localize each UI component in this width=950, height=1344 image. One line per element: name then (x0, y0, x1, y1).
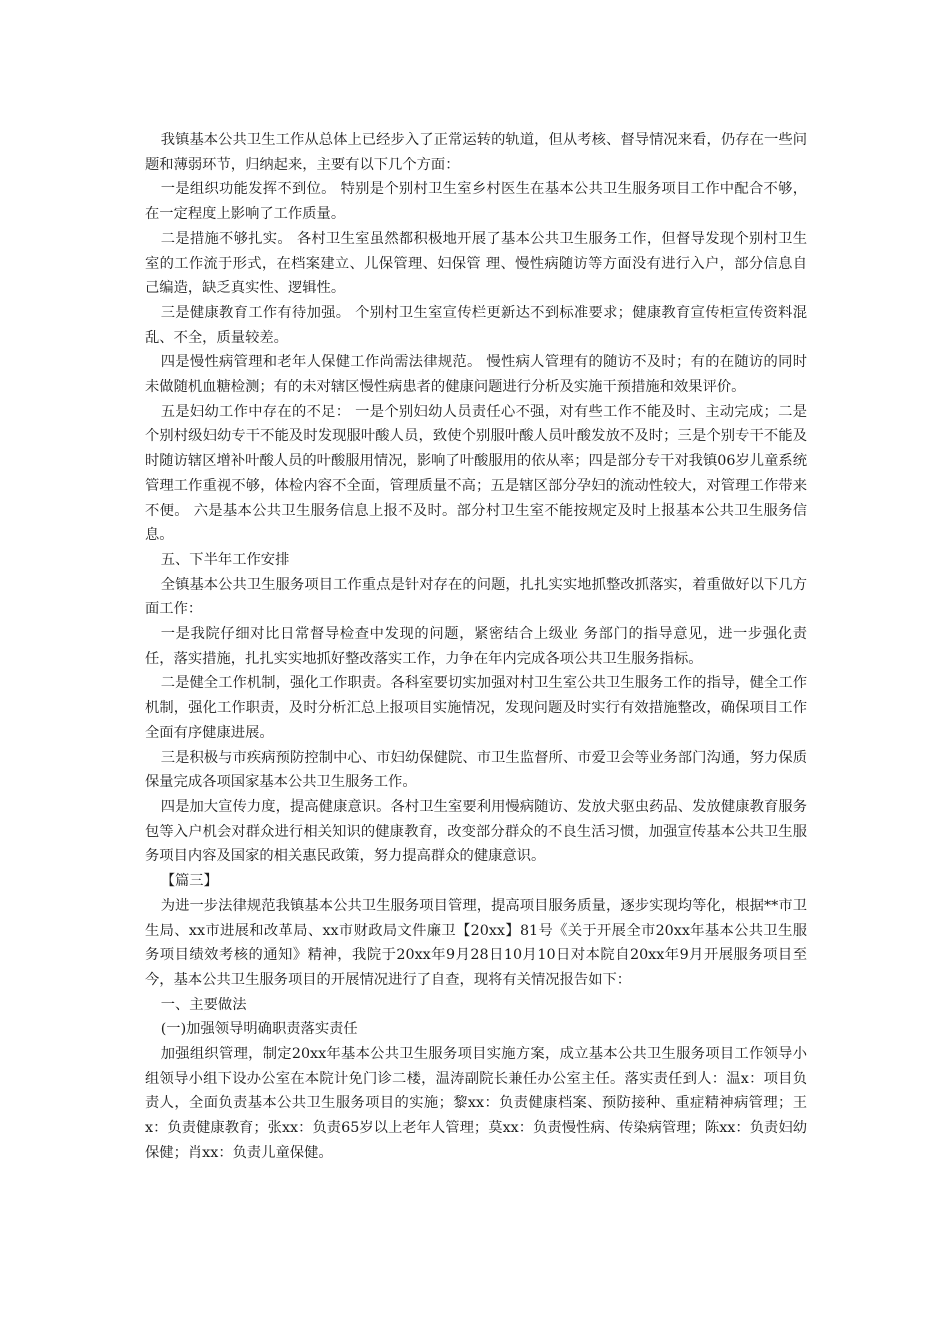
paragraph-plan-1: 一是我院仔细对比日常督导检查中发现的问题，紧密结合上级业 务部门的指导意见，进一步强化责任，落实措施，扎扎实实地抓好整改落实工作，力争在年内完成各项公共卫生服务指标。 (145, 626, 807, 667)
paragraph-issue-4: 四是慢性病管理和老年人保健工作尚需法律规范。 慢性病人管理有的随访不及时；有的在随访的同时未做随机血糖检测；有的未对辖区慢性病患者的健康问题进行分析及实施干预措施和效果评价。 (145, 354, 807, 396)
document-page (145, 128, 807, 1166)
paragraph-plan-intro: 全镇基本公共卫生服务项目工作重点是针对存在的问题，扎扎实实地抓整改抓落实，着重做好以下几方面工作： (145, 576, 807, 618)
paragraph-plan-2: 二是健全工作机制，强化工作职责。各科室要切实加强对村卫生室公共卫生服务工作的指导，健全工作机制，强化工作职责，及时分析汇总上报项目实施情况，发现问题及时实行有效措施整改，确保项目工作全面有序健康进展。 (145, 675, 807, 741)
section-heading-main-practices: 一、主要做法 (160, 996, 247, 1013)
paragraph-self-check-intro: 为进一步法律规范我镇基本公共卫生服务项目管理，提高项目服务质量，逐步实现均等化，根据**市卫生局、xx市进展和改革局、xx市财政局文件廉卫【20xx】81号《关于开展全市20xx年基本公共卫生服务项目绩效考核的通知》精神，我院于20xx年9月28日10月10日对本院自20xx年9月开展服务项目至今，基本公共卫生服务项目的开展情况进行了自查，现将有关情况报告如下： (145, 897, 807, 988)
paragraph-intro: 我镇基本公共卫生工作从总体上已经步入了正常运转的轨道，但从考核、督导情况来看，仍存在一些问题和薄弱环节，归纳起来，主要有以下几个方面： (145, 132, 807, 173)
subsection-heading-leadership: (一)加强领导明确职责落实责任 (160, 1021, 358, 1038)
section-heading-plan: 五、下半年工作安排 (160, 551, 290, 568)
paragraph-leadership: 加强组织管理，制定20xx年基本公共卫生服务项目实施方案，成立基本公共卫生服务项目工作领导小组领导小组下设办公室在本院计免门诊二楼，温涛副院长兼任办公室主任。落实责任到人：温x：项目负责人，全面负责基本公共卫生服务项目的实施；黎xx：负责健康档案、预防接种、重症精神病管理；王x：负责健康教育；张xx：负责65岁以上老年人管理；莫xx：负责慢性病、传染病管理；陈xx：负责妇幼保健；肖xx：负责儿童保健。 (145, 1046, 807, 1161)
paragraph-issue-2: 二是措施不够扎实。 各村卫生室虽然都积极地开展了基本公共卫生服务工作，但督导发现个别村卫生室的工作流于形式，在档案建立、儿保管理、妇保管 理、慢性病随访等方面没有进行入户，部分信息自己编造，缺乏真实性、逻辑性。 (145, 230, 807, 297)
paragraph-issue-5: 五是妇幼工作中存在的不足： 一是个别妇幼人员责任心不强，对有些工作不能及时、主动完成；二是个别村级妇幼专干不能及时发现服叶酸人员，致使个别服叶酸人员叶酸发放不及时；三是个别专干不能及时随访辖区增补叶酸人员的叶酸服用情况，影响了叶酸服用的依从率；四是部分专干对我镇06岁儿童系统管理工作重视不够，体检内容不全面，管理质量不高；五是辖区部分孕妇的流动性较大，对管理工作带来不便。 六是基本公共卫生服务信息上报不及时。部分村卫生室不能按规定及时上报基本公共卫生服务信息。 (145, 403, 807, 544)
section-heading-part-three: 【篇三】 (160, 873, 218, 890)
paragraph-issue-1: 一是组织功能发挥不到位。 特别是个别村卫生室乡村医生在基本公共卫生服务项目工作中配合不够，在一定程度上影响了工作质量。 (145, 181, 807, 223)
paragraph-plan-3: 三是积极与市疾病预防控制中心、市妇幼保健院、市卫生监督所、市爱卫会等业务部门沟通，努力保质保量完成各项国家基本公共卫生服务工作。 (145, 749, 807, 791)
paragraph-issue-3: 三是健康教育工作有待加强。 个别村卫生室宣传栏更新达不到标准要求；健康教育宣传柜宣传资料混乱、不全，质量较差。 (145, 304, 807, 346)
paragraph-plan-4: 四是加大宣传力度，提高健康意识。各村卫生室要利用慢病随访、发放犬驱虫药品、发放健康教育服务包等入户机会对群众进行相关知识的健康教育，改变部分群众的不良生活习惯，加强宣传基本公共卫生服务项目内容及国家的相关惠民政策，努力提高群众的健康意识。 (145, 798, 807, 865)
